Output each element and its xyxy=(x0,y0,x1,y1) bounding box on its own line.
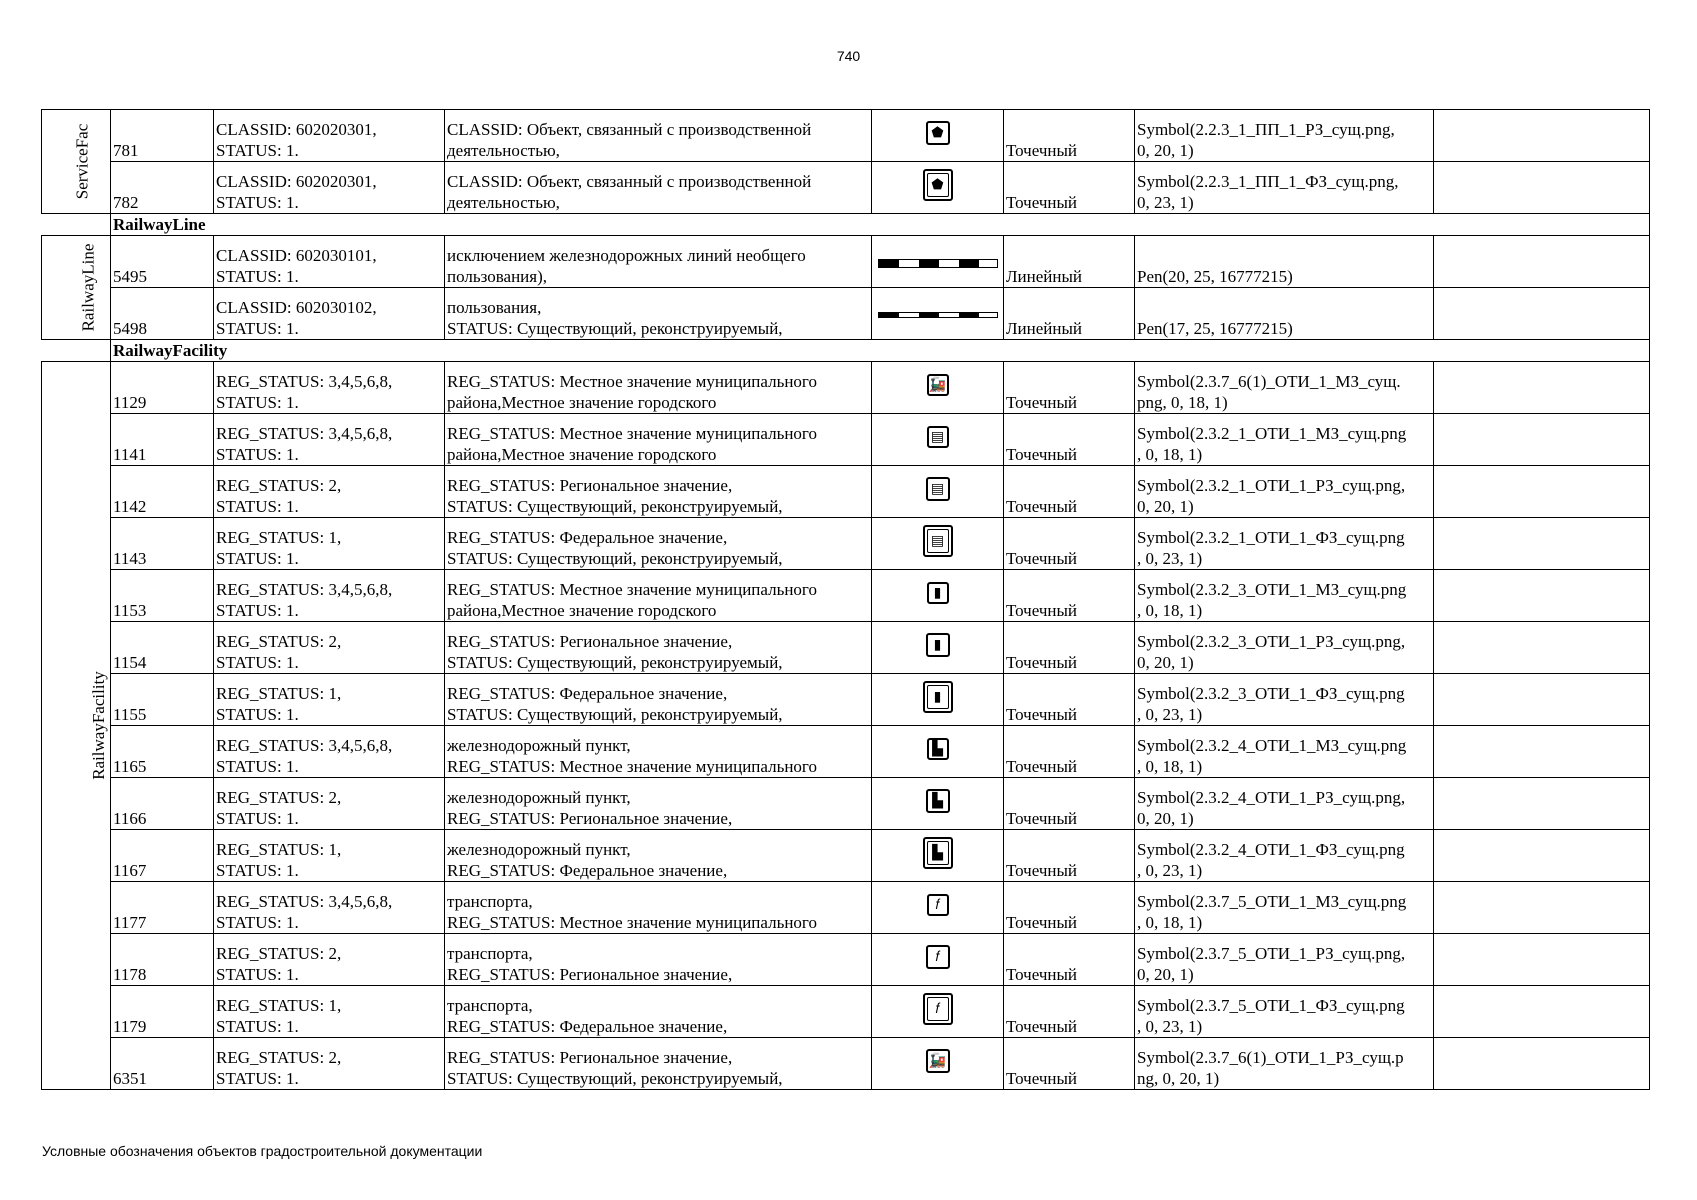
description xyxy=(445,570,872,622)
description xyxy=(445,830,872,882)
geometry-type: Точечный xyxy=(1004,674,1135,726)
symbol-params-line: 0, 20, 1) xyxy=(1137,965,1194,984)
description xyxy=(445,518,872,570)
geometry-type: Точечный xyxy=(1004,518,1135,570)
table-row xyxy=(42,288,1650,340)
object-code: 1143 xyxy=(111,518,214,570)
table-row xyxy=(42,986,1650,1038)
class-condition-line: STATUS: 1. xyxy=(216,549,299,568)
railcar-icon: ▮ xyxy=(923,681,953,713)
pentagon-building-icon: ⬟ xyxy=(923,169,953,201)
symbol-params-line: Pen(17, 25, 16777215) xyxy=(1137,319,1293,338)
section-lead-cell xyxy=(42,214,111,236)
geometry-type: Точечный xyxy=(1004,882,1135,934)
table-row xyxy=(42,778,1650,830)
class-condition-line: STATUS: 1. xyxy=(216,267,299,286)
class-condition xyxy=(214,674,445,726)
geometry-type: Линейный xyxy=(1004,236,1135,288)
object-code: 1178 xyxy=(111,934,214,986)
description-line: REG_STATUS: Федеральное значение, xyxy=(447,861,728,880)
table-row xyxy=(42,622,1650,674)
symbol-params-line: Symbol(2.2.3_1_ПП_1_ФЗ_сущ.png, xyxy=(1137,172,1399,191)
object-code: 1177 xyxy=(111,882,214,934)
group-label: RailwayFacility xyxy=(88,671,108,780)
table-row xyxy=(42,162,1650,214)
geometry-type: Точечный xyxy=(1004,414,1135,466)
group-label-cell xyxy=(42,236,111,340)
section-title: RailwayFacility xyxy=(111,340,1650,362)
class-condition-line: STATUS: 1. xyxy=(216,757,299,776)
description-line: REG_STATUS: Местное значение муниципального xyxy=(447,913,817,932)
symbol-cell xyxy=(872,362,1004,414)
class-condition xyxy=(214,236,445,288)
class-condition xyxy=(214,778,445,830)
empty-cell xyxy=(1434,570,1650,622)
description-line: REG_STATUS: Федеральное значение, xyxy=(447,684,728,703)
description-line: REG_STATUS: Местное значение муниципального xyxy=(447,372,817,391)
description xyxy=(445,622,872,674)
group-label-cell xyxy=(42,362,111,1090)
class-condition xyxy=(214,830,445,882)
description-line: REG_STATUS: Региональное значение, xyxy=(447,476,733,495)
class-condition-line: CLASSID: 602030102, xyxy=(216,298,377,317)
class-condition xyxy=(214,362,445,414)
symbol-cell xyxy=(872,726,1004,778)
class-condition-line: REG_STATUS: 1, xyxy=(216,528,342,547)
symbol-params xyxy=(1135,236,1434,288)
symbol-params-line: , 0, 23, 1) xyxy=(1137,861,1203,880)
class-condition xyxy=(214,466,445,518)
symbol-params-line: Pen(20, 25, 16777215) xyxy=(1137,267,1293,286)
description xyxy=(445,726,872,778)
geometry-type: Точечный xyxy=(1004,986,1135,1038)
empty-cell xyxy=(1434,414,1650,466)
class-condition-line: STATUS: 1. xyxy=(216,653,299,672)
class-condition-line: REG_STATUS: 3,4,5,6,8, xyxy=(216,424,393,443)
symbol-params xyxy=(1135,622,1434,674)
class-condition-line: STATUS: 1. xyxy=(216,141,299,160)
symbol-cell xyxy=(872,110,1004,162)
symbol-params xyxy=(1135,288,1434,340)
description xyxy=(445,236,872,288)
geometry-type: Точечный xyxy=(1004,110,1135,162)
empty-cell xyxy=(1434,622,1650,674)
table-row xyxy=(42,882,1650,934)
class-condition xyxy=(214,570,445,622)
class-condition xyxy=(214,622,445,674)
symbol-params-line: , 0, 18, 1) xyxy=(1137,601,1203,620)
object-code: 1155 xyxy=(111,674,214,726)
description-line: REG_STATUS: Региональное значение, xyxy=(447,632,733,651)
symbol-params-line: ng, 0, 20, 1) xyxy=(1137,1069,1220,1088)
symbol-params-line: 0, 20, 1) xyxy=(1137,653,1194,672)
symbol-cell xyxy=(872,236,1004,288)
table-row xyxy=(42,726,1650,778)
symbol-params xyxy=(1135,778,1434,830)
table-row xyxy=(42,414,1650,466)
class-condition xyxy=(214,518,445,570)
symbol-cell xyxy=(872,1038,1004,1090)
class-condition-line: REG_STATUS: 3,4,5,6,8, xyxy=(216,580,393,599)
symbol-cell xyxy=(872,882,1004,934)
geometry-type: Точечный xyxy=(1004,778,1135,830)
symbol-params xyxy=(1135,1038,1434,1090)
class-condition-line: STATUS: 1. xyxy=(216,861,299,880)
empty-cell xyxy=(1434,934,1650,986)
class-condition-line: REG_STATUS: 1, xyxy=(216,840,342,859)
symbol-params xyxy=(1135,570,1434,622)
description-line: CLASSID: Объект, связанный с производственной xyxy=(447,172,812,191)
symbol-params-line: , 0, 18, 1) xyxy=(1137,913,1203,932)
class-condition xyxy=(214,414,445,466)
symbol-cell xyxy=(872,570,1004,622)
geometry-type: Точечный xyxy=(1004,726,1135,778)
symbol-params-line: Symbol(2.3.7_6(1)_ОТИ_1_МЗ_сущ. xyxy=(1137,372,1401,391)
empty-cell xyxy=(1434,1038,1650,1090)
description-line: района,Местное значение городского xyxy=(447,445,717,464)
description-line: деятельностью, xyxy=(447,193,560,212)
class-condition-line: STATUS: 1. xyxy=(216,393,299,412)
class-condition-line: REG_STATUS: 2, xyxy=(216,1048,342,1067)
table-row xyxy=(42,362,1650,414)
symbol-params xyxy=(1135,674,1434,726)
empty-cell xyxy=(1434,288,1650,340)
symbol-cell xyxy=(872,466,1004,518)
table-row xyxy=(42,466,1650,518)
class-condition-line: CLASSID: 602020301, xyxy=(216,120,377,139)
description-line: REG_STATUS: Федеральное значение, xyxy=(447,528,728,547)
rail-point-icon: ▙ xyxy=(923,837,953,869)
signal-icon: 𝑓 xyxy=(926,945,950,969)
symbol-params xyxy=(1135,162,1434,214)
class-condition-line: STATUS: 1. xyxy=(216,445,299,464)
description-line: REG_STATUS: Местное значение муниципального xyxy=(447,757,817,776)
table-row xyxy=(42,674,1650,726)
table-row xyxy=(42,570,1650,622)
symbol-params xyxy=(1135,934,1434,986)
class-condition-line: STATUS: 1. xyxy=(216,1017,299,1036)
empty-cell xyxy=(1434,110,1650,162)
class-condition-line: STATUS: 1. xyxy=(216,705,299,724)
signal-icon: 𝑓 xyxy=(927,894,949,916)
description xyxy=(445,934,872,986)
object-code: 1167 xyxy=(111,830,214,882)
class-condition-line: STATUS: 1. xyxy=(216,319,299,338)
symbol-params-line: Symbol(2.3.2_4_ОТИ_1_РЗ_сущ.png, xyxy=(1137,788,1406,807)
object-code: 781 xyxy=(111,110,214,162)
symbol-params-line: , 0, 18, 1) xyxy=(1137,445,1203,464)
class-condition-line: CLASSID: 602030101, xyxy=(216,246,377,265)
description-line: REG_STATUS: Местное значение муниципального xyxy=(447,580,817,599)
symbol-params-line: 0, 20, 1) xyxy=(1137,809,1194,828)
object-code: 1153 xyxy=(111,570,214,622)
class-condition xyxy=(214,1038,445,1090)
description xyxy=(445,466,872,518)
table-row xyxy=(42,830,1650,882)
object-code: 5498 xyxy=(111,288,214,340)
locomotive-icon: 🚂 xyxy=(927,374,949,396)
class-condition-line: REG_STATUS: 3,4,5,6,8, xyxy=(216,736,393,755)
description-line: STATUS: Существующий, реконструируемый, xyxy=(447,1069,783,1088)
object-code: 1154 xyxy=(111,622,214,674)
description-line: CLASSID: Объект, связанный с производственной xyxy=(447,120,812,139)
symbol-params-line: Symbol(2.3.2_1_ОТИ_1_МЗ_сущ.png xyxy=(1137,424,1407,443)
symbol-cell xyxy=(872,986,1004,1038)
geometry-type: Точечный xyxy=(1004,466,1135,518)
symbol-params-line: png, 0, 18, 1) xyxy=(1137,393,1228,412)
empty-cell xyxy=(1434,236,1650,288)
description-line: района,Местное значение городского xyxy=(447,393,717,412)
pentagon-building-icon: ⬟ xyxy=(926,121,950,145)
symbol-params-line: Symbol(2.3.7_5_ОТИ_1_РЗ_сущ.png, xyxy=(1137,944,1406,963)
table-row xyxy=(42,110,1650,162)
class-condition xyxy=(214,162,445,214)
symbol-params-line: Symbol(2.3.2_1_ОТИ_1_ФЗ_сущ.png xyxy=(1137,528,1405,547)
symbol-params-line: Symbol(2.3.2_1_ОТИ_1_РЗ_сущ.png, xyxy=(1137,476,1406,495)
page-number: 740 xyxy=(836,48,861,64)
class-condition-line: REG_STATUS: 1, xyxy=(216,684,342,703)
class-condition xyxy=(214,882,445,934)
object-code: 6351 xyxy=(111,1038,214,1090)
description xyxy=(445,674,872,726)
description-line: STATUS: Существующий, реконструируемый, xyxy=(447,705,783,724)
symbol-params-line: Symbol(2.3.7_5_ОТИ_1_ФЗ_сущ.png xyxy=(1137,996,1405,1015)
section-header-row xyxy=(42,214,1650,236)
locomotive-icon: 🚂 xyxy=(926,1049,950,1073)
symbol-params-line: Symbol(2.3.2_3_ОТИ_1_МЗ_сущ.png xyxy=(1137,580,1407,599)
rail-point-icon: ▙ xyxy=(927,738,949,760)
description-line: REG_STATUS: Региональное значение, xyxy=(447,809,733,828)
station-icon: ▤ xyxy=(923,525,953,557)
description-line: STATUS: Существующий, реконструируемый, xyxy=(447,549,783,568)
class-condition-line: CLASSID: 602020301, xyxy=(216,172,377,191)
table-row xyxy=(42,236,1650,288)
object-code: 1165 xyxy=(111,726,214,778)
railway-line-symbol-icon xyxy=(878,259,998,268)
class-condition-line: STATUS: 1. xyxy=(216,913,299,932)
symbol-params-line: 0, 20, 1) xyxy=(1137,497,1194,516)
empty-cell xyxy=(1434,466,1650,518)
symbol-params xyxy=(1135,882,1434,934)
railcar-icon: ▮ xyxy=(927,582,949,604)
geometry-type: Линейный xyxy=(1004,288,1135,340)
symbol-params-line: 0, 23, 1) xyxy=(1137,193,1194,212)
group-label: ServiceFac xyxy=(72,123,92,200)
empty-cell xyxy=(1434,986,1650,1038)
section-header-row xyxy=(42,340,1650,362)
group-label: RailwayLine xyxy=(78,243,98,332)
class-condition xyxy=(214,726,445,778)
empty-cell xyxy=(1434,726,1650,778)
description xyxy=(445,288,872,340)
object-code: 1179 xyxy=(111,986,214,1038)
symbol-params xyxy=(1135,362,1434,414)
class-condition-line: STATUS: 1. xyxy=(216,497,299,516)
description-line: железнодорожный пункт, xyxy=(447,788,631,807)
table-row xyxy=(42,934,1650,986)
section-title: RailwayLine xyxy=(111,214,1650,236)
class-condition-line: STATUS: 1. xyxy=(216,965,299,984)
symbol-params xyxy=(1135,414,1434,466)
symbol-cell xyxy=(872,934,1004,986)
description xyxy=(445,362,872,414)
class-condition-line: STATUS: 1. xyxy=(216,809,299,828)
empty-cell xyxy=(1434,162,1650,214)
geometry-type: Точечный xyxy=(1004,830,1135,882)
empty-cell xyxy=(1434,882,1650,934)
description xyxy=(445,110,872,162)
symbol-params xyxy=(1135,518,1434,570)
description-line: исключением железнодорожных линий необщего xyxy=(447,246,806,265)
description-line: деятельностью, xyxy=(447,141,560,160)
symbol-cell xyxy=(872,162,1004,214)
railcar-icon: ▮ xyxy=(926,633,950,657)
symbol-params-line: Symbol(2.3.7_6(1)_ОТИ_1_РЗ_сущ.p xyxy=(1137,1048,1404,1067)
symbol-params xyxy=(1135,110,1434,162)
description-line: транспорта, xyxy=(447,996,533,1015)
symbol-cell xyxy=(872,622,1004,674)
description-line: транспорта, xyxy=(447,892,533,911)
symbol-params-line: , 0, 23, 1) xyxy=(1137,705,1203,724)
empty-cell xyxy=(1434,674,1650,726)
description-line: железнодорожный пункт, xyxy=(447,840,631,859)
description-line: REG_STATUS: Региональное значение, xyxy=(447,1048,733,1067)
empty-cell xyxy=(1434,362,1650,414)
symbol-params-line: , 0, 18, 1) xyxy=(1137,757,1203,776)
symbol-cell xyxy=(872,288,1004,340)
station-icon: ▤ xyxy=(926,477,950,501)
class-condition-line: REG_STATUS: 2, xyxy=(216,944,342,963)
symbol-params-line: Symbol(2.2.3_1_ПП_1_РЗ_сущ.png, xyxy=(1137,120,1395,139)
class-condition-line: REG_STATUS: 3,4,5,6,8, xyxy=(216,892,393,911)
group-label-cell xyxy=(42,110,111,214)
symbol-params-line: Symbol(2.3.2_4_ОТИ_1_МЗ_сущ.png xyxy=(1137,736,1407,755)
geometry-type: Точечный xyxy=(1004,570,1135,622)
geometry-type: Точечный xyxy=(1004,162,1135,214)
object-code: 5495 xyxy=(111,236,214,288)
signal-icon: 𝑓 xyxy=(923,993,953,1025)
table-row xyxy=(42,518,1650,570)
railway-line-symbol-icon xyxy=(878,312,998,318)
class-condition-line: REG_STATUS: 2, xyxy=(216,788,342,807)
description-line: STATUS: Существующий, реконструируемый, xyxy=(447,497,783,516)
empty-cell xyxy=(1434,518,1650,570)
description xyxy=(445,778,872,830)
station-icon: ▤ xyxy=(927,426,949,448)
legend-table xyxy=(41,109,1650,1090)
description-line: пользования, xyxy=(447,298,542,317)
symbol-cell xyxy=(872,778,1004,830)
symbol-params-line: Symbol(2.3.2_3_ОТИ_1_РЗ_сущ.png, xyxy=(1137,632,1406,651)
class-condition-line: STATUS: 1. xyxy=(216,193,299,212)
description-line: пользования), xyxy=(447,267,547,286)
empty-cell xyxy=(1434,778,1650,830)
symbol-params xyxy=(1135,726,1434,778)
symbol-cell xyxy=(872,674,1004,726)
object-code: 1141 xyxy=(111,414,214,466)
description-line: REG_STATUS: Региональное значение, xyxy=(447,965,733,984)
class-condition xyxy=(214,934,445,986)
class-condition xyxy=(214,288,445,340)
symbol-params-line: , 0, 23, 1) xyxy=(1137,549,1203,568)
object-code: 782 xyxy=(111,162,214,214)
description-line: транспорта, xyxy=(447,944,533,963)
class-condition-line: STATUS: 1. xyxy=(216,601,299,620)
table-row xyxy=(42,1038,1650,1090)
symbol-params-line: Symbol(2.3.2_3_ОТИ_1_ФЗ_сущ.png xyxy=(1137,684,1405,703)
object-code: 1129 xyxy=(111,362,214,414)
section-lead-cell xyxy=(42,340,111,362)
symbol-cell xyxy=(872,414,1004,466)
symbol-cell xyxy=(872,830,1004,882)
class-condition-line: STATUS: 1. xyxy=(216,1069,299,1088)
empty-cell xyxy=(1434,830,1650,882)
geometry-type: Точечный xyxy=(1004,362,1135,414)
description xyxy=(445,986,872,1038)
object-code: 1142 xyxy=(111,466,214,518)
description-line: STATUS: Существующий, реконструируемый, xyxy=(447,319,783,338)
page-footer: Условные обозначения объектов градостроительной документации xyxy=(42,1143,483,1159)
description-line: REG_STATUS: Федеральное значение, xyxy=(447,1017,728,1036)
description xyxy=(445,1038,872,1090)
class-condition-line: REG_STATUS: 1, xyxy=(216,996,342,1015)
description xyxy=(445,414,872,466)
geometry-type: Точечный xyxy=(1004,1038,1135,1090)
rail-point-icon: ▙ xyxy=(926,789,950,813)
symbol-cell xyxy=(872,518,1004,570)
class-condition-line: REG_STATUS: 2, xyxy=(216,632,342,651)
symbol-params-line: 0, 20, 1) xyxy=(1137,141,1194,160)
class-condition-line: REG_STATUS: 2, xyxy=(216,476,342,495)
symbol-params-line: Symbol(2.3.2_4_ОТИ_1_ФЗ_сущ.png xyxy=(1137,840,1405,859)
description-line: района,Местное значение городского xyxy=(447,601,717,620)
description-line: REG_STATUS: Местное значение муниципального xyxy=(447,424,817,443)
class-condition xyxy=(214,986,445,1038)
class-condition xyxy=(214,110,445,162)
symbol-params xyxy=(1135,830,1434,882)
geometry-type: Точечный xyxy=(1004,622,1135,674)
description-line: STATUS: Существующий, реконструируемый, xyxy=(447,653,783,672)
symbol-params-line: , 0, 23, 1) xyxy=(1137,1017,1203,1036)
symbol-params-line: Symbol(2.3.7_5_ОТИ_1_МЗ_сущ.png xyxy=(1137,892,1407,911)
symbol-params xyxy=(1135,986,1434,1038)
geometry-type: Точечный xyxy=(1004,934,1135,986)
class-condition-line: REG_STATUS: 3,4,5,6,8, xyxy=(216,372,393,391)
object-code: 1166 xyxy=(111,778,214,830)
description xyxy=(445,882,872,934)
description-line: железнодорожный пункт, xyxy=(447,736,631,755)
symbol-params xyxy=(1135,466,1434,518)
description xyxy=(445,162,872,214)
